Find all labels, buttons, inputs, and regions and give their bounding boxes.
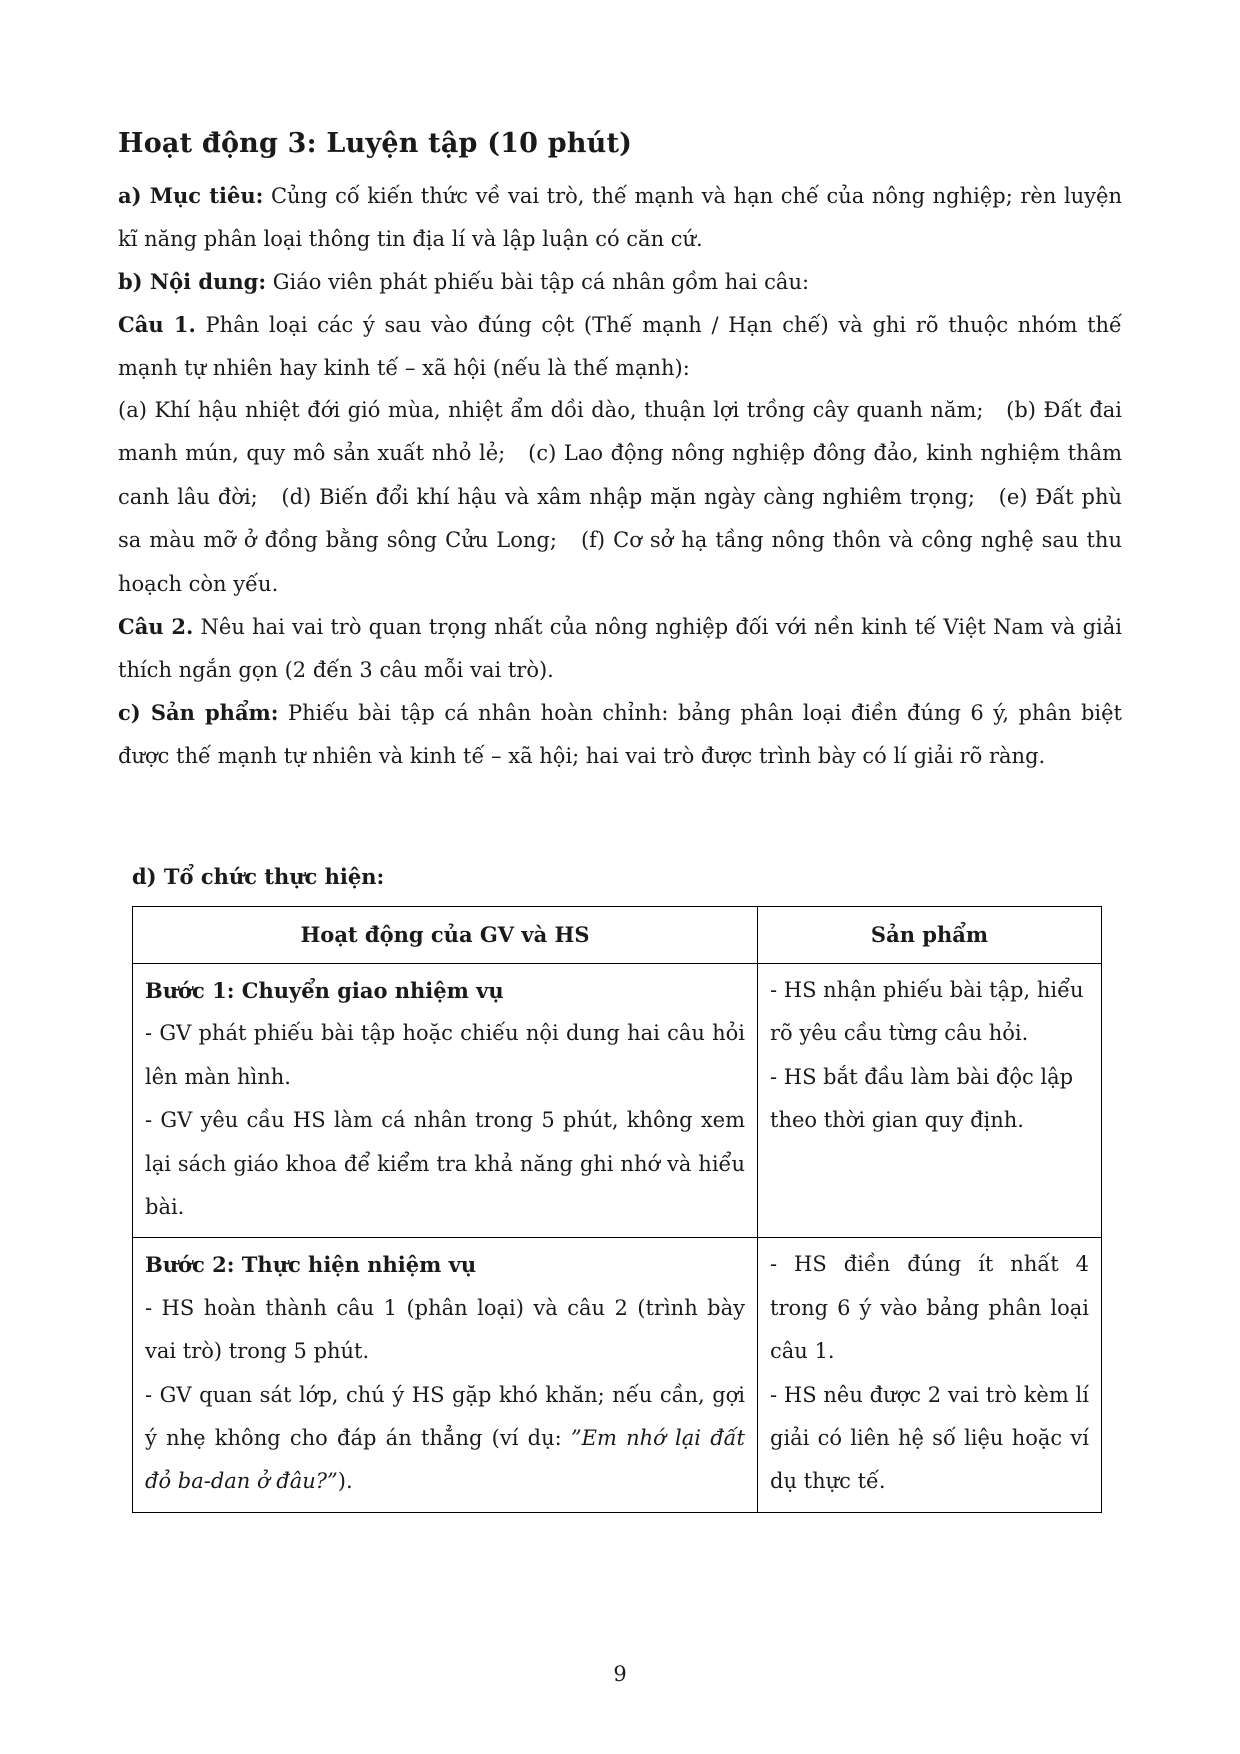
content-text: Giáo viên phát phiếu bài tập cá nhân gồm hai câu: <box>266 270 810 294</box>
activity-line: - GV yêu cầu HS làm cá nhân trong 5 phút, không xem lại sách giáo khoa để kiểm tra khả năng ghi nhớ và hiểu bài. <box>145 1108 745 1220</box>
product-line: - HS điền đúng ít nhất 4 trong 6 ý vào bảng phân loại câu 1. <box>770 1252 1089 1364</box>
organization-label: d) Tổ chức thực hiện: <box>132 864 385 889</box>
activity-table <box>132 906 1102 1513</box>
question-2-label: Câu 2. <box>118 614 194 639</box>
activity-line-text: - GV quan sát lớp, chú ý HS gặp khó khăn; nếu cần, gợi ý nhẹ không cho đáp án thẳng (ví dụ: <box>145 1382 745 1451</box>
page-number: 9 <box>613 1662 627 1686</box>
product-line: - HS nhận phiếu bài tập, hiểu rõ yêu cầu từng câu hỏi. <box>770 978 1084 1046</box>
question-1-text: Phân loại các ý sau vào đúng cột (Thế mạnh / Hạn chế) và ghi rõ thuộc nhóm thế mạnh tự nhiên hay kinh tế – xã hội (nếu là thế mạnh): <box>118 313 1122 381</box>
step-title: Bước 1: Chuyển giao nhiệm vụ <box>145 978 504 1003</box>
activity-cell <box>133 1238 758 1512</box>
example-quote: ”Em nhớ lại đất đỏ ba-dan ở đâu?” <box>145 1426 745 1494</box>
activity-line-end: ). <box>337 1469 353 1494</box>
table-header-product: Sản phẩm <box>758 907 1102 964</box>
activity-line <box>145 1374 745 1504</box>
product-label: c) Sản phẩm: <box>118 700 279 725</box>
objective-text: Củng cố kiến thức về vai trò, thế mạnh và hạn chế của nông nghiệp; rèn luyện kĩ năng phân loại thông tin địa lí và lập luận có căn cứ. <box>118 184 1123 252</box>
product-cell <box>758 964 1102 1238</box>
table-row <box>133 1238 1102 1512</box>
activity-line: - HS hoàn thành câu 1 (phân loại) và câu 2 (trình bày vai trò) trong 5 phút. <box>145 1295 745 1364</box>
question-2-paragraph <box>118 605 1122 693</box>
question-1-label: Câu 1. <box>118 312 196 337</box>
table-header-row <box>133 907 1102 964</box>
product-line: - HS bắt đầu làm bài độc lập theo thời gian quy định. <box>770 1064 1074 1133</box>
activity-line: - GV phát phiếu bài tập hoặc chiếu nội dung hai câu hỏi lên màn hình. <box>145 1021 745 1089</box>
objective-label: a) Mục tiêu: <box>118 183 264 208</box>
product-paragraph <box>118 691 1122 779</box>
product-text: Phiếu bài tập cá nhân hoàn chỉnh: bảng phân loại điền đúng 6 ý, phân biệt được thế mạnh tự nhiên và kinh tế – xã hội; hai vai trò được trình bày có lí giải rõ ràng. <box>118 701 1122 769</box>
section-heading: Hoạt động 3: Luyện tập (10 phút) <box>118 128 633 159</box>
table-header-activity: Hoạt động của GV và HS <box>133 907 758 964</box>
step-title: Bước 2: Thực hiện nhiệm vụ <box>145 1252 477 1278</box>
table-row <box>133 964 1102 1238</box>
content-paragraph <box>118 260 1122 304</box>
question-1-items: (a) Khí hậu nhiệt đới gió mùa, nhiệt ẩm dồi dào, thuận lợi trồng cây quanh năm; (b) Đất đai manh mún, quy mô sản xuất nhỏ lẻ; (c) Lao động nông nghiệp đông đảo, kinh nghiệm thâm canh lâu đời; (d) Biến đổi khí hậu và xâm nhập mặn ngày càng nghiêm trọng; (e) Đất phù sa màu mỡ ở đồng bằng sông Cửu Long; (f) Cơ sở hạ tầng nông thôn và công nghệ sau thu hoạch còn yếu. <box>118 398 1129 596</box>
question-1-paragraph <box>118 303 1122 391</box>
question-2-text: Nêu hai vai trò quan trọng nhất của nông nghiệp đối với nền kinh tế Việt Nam và giải thích ngắn gọn (2 đến 3 câu mỗi vai trò). <box>118 615 1123 683</box>
activity-cell <box>133 964 758 1238</box>
objective-paragraph <box>118 174 1122 262</box>
content-label: b) Nội dung: <box>118 269 267 294</box>
product-line: - HS nêu được 2 vai trò kèm lí giải có liên hệ số liệu hoặc ví dụ thực tế. <box>770 1382 1089 1494</box>
product-cell <box>758 1238 1102 1512</box>
